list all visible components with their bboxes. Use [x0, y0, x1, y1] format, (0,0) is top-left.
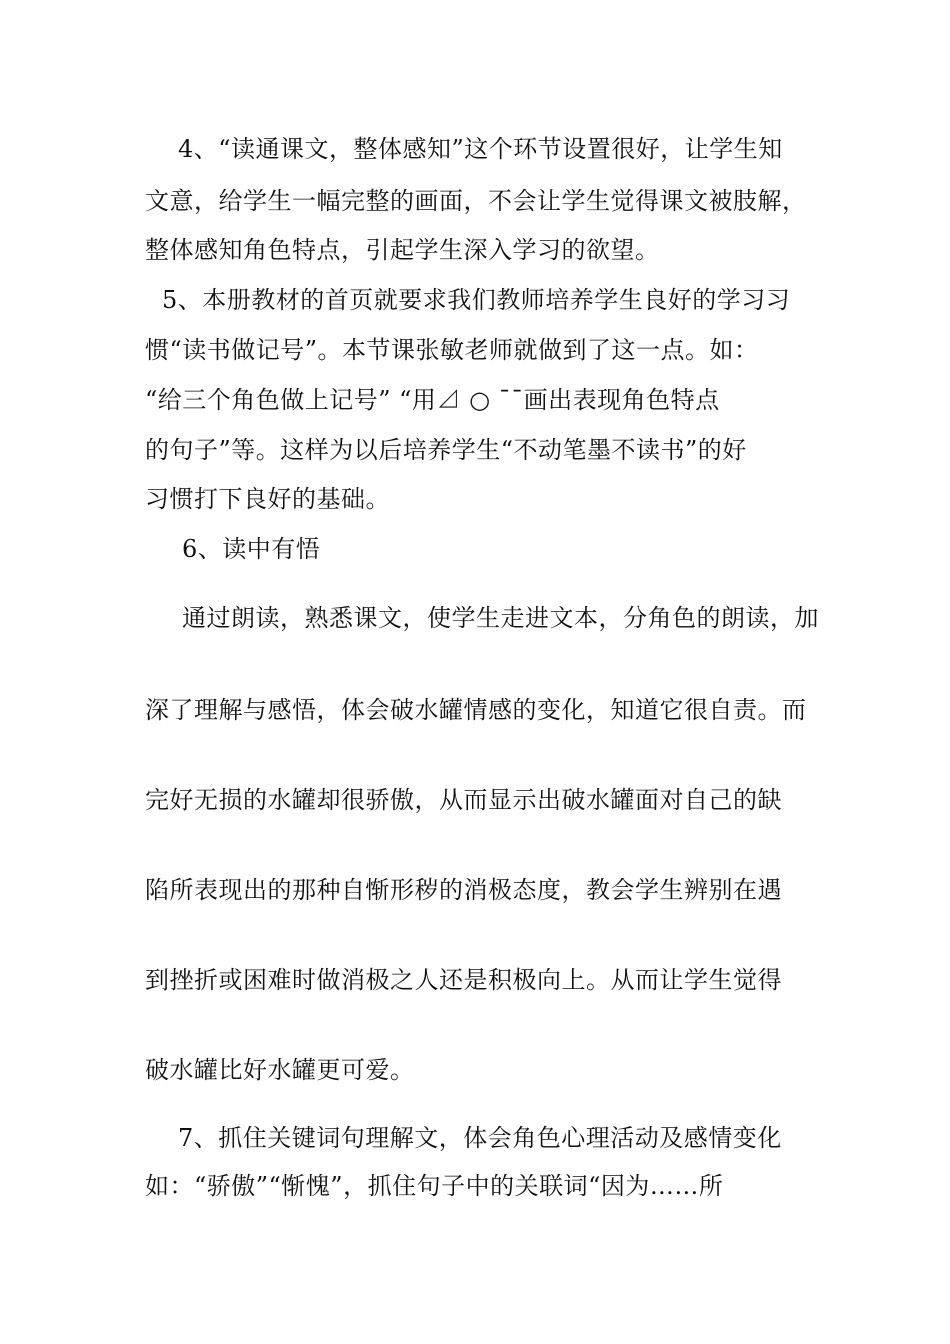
text-line: “给三个角色做上记号” “用⊿ ○ ˉˉ画出表现角色特点 — [145, 386, 720, 414]
text-line: 5、本册教材的首页就要求我们教师培养学生良好的学习习 — [162, 286, 791, 314]
text-line: 如：“骄傲”“惭愧”，抓住句子中的关联词“因为……所 — [145, 1172, 724, 1200]
text-line: 4、“读通课文，整体感知”这个环节设置很好，让学生知 — [178, 135, 783, 163]
text-line: 文意，给学生一幅完整的画面，不会让学生觉得课文被肢解， — [145, 187, 807, 215]
text-line: 到挫折或困难时做消极之人还是积极向上。从而让学生觉得 — [145, 966, 782, 994]
text-line: 深了理解与感悟，体会破水罐情感的变化，知道它很自责。而 — [145, 696, 807, 724]
section-heading: 6、读中有悟 — [182, 535, 321, 563]
text-line: 通过朗读，熟悉课文，使学生走进文本，分角色的朗读，加 — [182, 604, 819, 632]
text-line: 破水罐比好水罐更可爱。 — [145, 1056, 415, 1084]
text-line: 完好无损的水罐却很骄傲，从而显示出破水罐面对自己的缺 — [145, 786, 782, 814]
text-line: 整体感知角色特点，引起学生深入学习的欲望。 — [145, 236, 660, 264]
text-line: 陷所表现出的那种自惭形秽的消极态度，教会学生辨别在遇 — [145, 876, 782, 904]
text-line: 习惯打下良好的基础。 — [145, 485, 390, 513]
text-line: 惯“读书做记号”。本节课张敏老师就做到了这一点。如： — [145, 336, 759, 364]
text-line: 的句子”等。这样为以后培养学生“不动笔墨不读书”的好 — [145, 436, 747, 464]
text-line: 7、抓住关键词句理解文，体会角色心理活动及感情变化 — [178, 1124, 782, 1152]
